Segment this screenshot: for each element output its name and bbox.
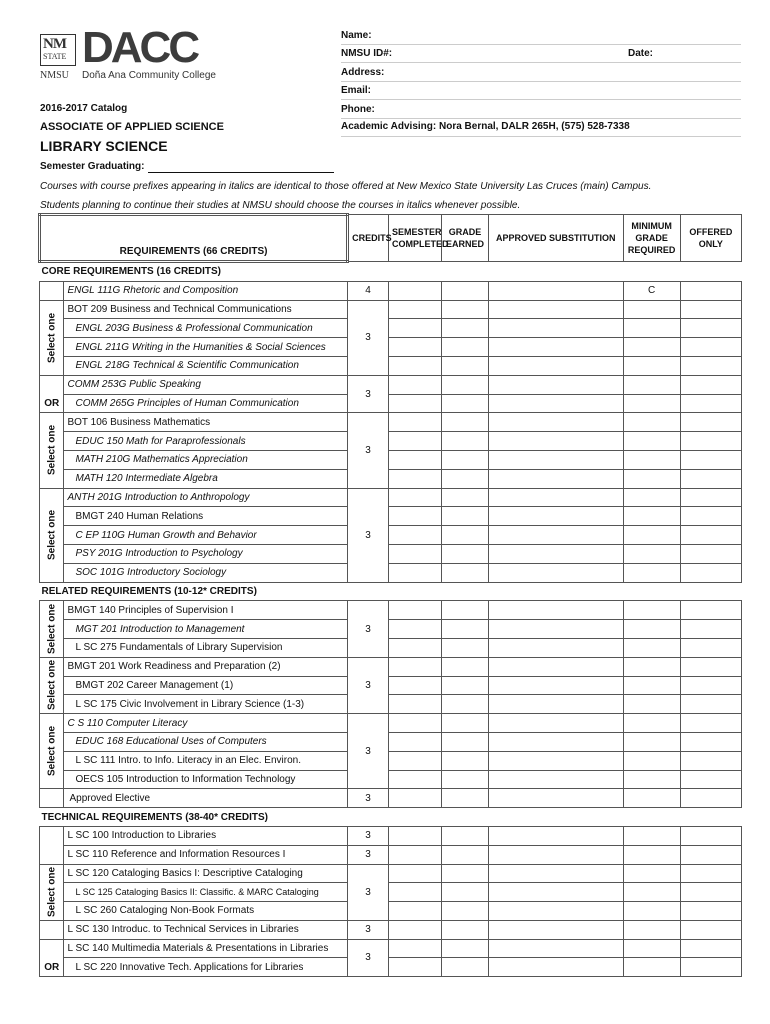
course-lsc110: L SC 110 Reference and Information Resources I [64, 845, 348, 864]
course-engl218: ENGL 218G Technical & Scientific Communication [75, 360, 299, 372]
course-lsc140: L SC 140 Multimedia Materials & Presentations in Libraries [64, 939, 348, 958]
select-one-label: Select one [40, 488, 64, 582]
select-one-label: Select one [40, 714, 64, 789]
substitution-cell[interactable] [488, 281, 623, 300]
credits-cell: 3 [348, 826, 389, 845]
substitution-cell[interactable] [488, 300, 623, 319]
course-comm265: COMM 265G Principles of Human Communication [75, 397, 299, 409]
degree-title: ASSOCIATE OF APPLIED SCIENCE [40, 121, 224, 133]
logo-dacc-text: DACC [82, 23, 198, 72]
or-label: OR [40, 394, 64, 413]
course-mgt201: MGT 201 Introduction to Management [75, 623, 245, 635]
table-row [40, 469, 742, 488]
credits-cell: 3 [348, 300, 389, 375]
minimum-grade-header: MINIMUM GRADE REQUIRED [623, 215, 680, 262]
nm-state-logo [40, 34, 76, 66]
divider [341, 99, 741, 100]
min-grade-cell: C [623, 281, 680, 300]
semester-cell[interactable] [388, 281, 441, 300]
course-bmgt140: BMGT 140 Principles of Supervision I [64, 601, 348, 620]
divider [341, 81, 741, 82]
course-lsc175: L SC 175 Civic Involvement in Library Science (1-3) [75, 698, 305, 710]
divider [341, 136, 741, 137]
table-row [40, 789, 742, 808]
name-field: Name: [341, 30, 372, 41]
table-row [40, 563, 742, 582]
approved-elective: Approved Elective [69, 792, 151, 804]
course-soc101: SOC 101G Introductory Sociology [75, 567, 227, 579]
section-header [40, 808, 742, 827]
course-math210: MATH 210G Mathematics Appreciation [75, 454, 248, 466]
table-row [40, 958, 742, 977]
divider [341, 118, 741, 119]
course-lsc220: L SC 220 Innovative Tech. Applications for Libraries [75, 961, 304, 973]
course-lsc120: L SC 120 Cataloging Basics I: Descriptive Cataloging [64, 864, 348, 883]
requirements-table [38, 213, 742, 977]
table-row [40, 300, 742, 319]
table-row [40, 826, 742, 845]
semester-graduating-line [148, 172, 334, 173]
logo-college-name: Doña Ana Community College [82, 70, 216, 81]
table-row [40, 902, 742, 921]
table-row [40, 338, 742, 357]
semester-cell[interactable] [388, 300, 441, 319]
divider [341, 62, 741, 63]
italics-advice: Students planning to continue their studies at NMSU should choose the courses in italics whenever possible. [40, 200, 521, 211]
course-lsc100: L SC 100 Introduction to Libraries [64, 826, 348, 845]
semester-graduating-label: Semester Graduating: [40, 161, 145, 172]
table-row [40, 281, 742, 300]
table-row [40, 657, 742, 676]
section-header [40, 582, 742, 601]
phone-field: Phone: [341, 104, 375, 115]
min-grade-cell [623, 300, 680, 319]
catalog-year: 2016-2017 Catalog [40, 103, 128, 114]
technical-requirements-title: TECHNICAL REQUIREMENTS (38-40* CREDITS) [40, 808, 742, 827]
course-lsc125: L SC 125 Cataloging Basics II: Classific. & MARC Cataloging [75, 887, 319, 898]
table-row [40, 450, 742, 469]
italics-note: Courses with course prefixes appearing in italics are identical to those offered at New Mexico State University Las Cruces (main) Campus. [40, 181, 652, 192]
select-one-label: Select one [40, 657, 64, 713]
credits-cell: 3 [348, 920, 389, 939]
or-label: OR [40, 958, 64, 977]
date-field: Date: [628, 48, 654, 59]
table-row [40, 601, 742, 620]
select-one-label: Select one [40, 864, 64, 920]
course-math120: MATH 120 Intermediate Algebra [75, 473, 218, 485]
table-row [40, 620, 742, 639]
credits-header: CREDITS [348, 215, 389, 262]
logo-state-text: STATE [43, 52, 67, 61]
course-lsc275: L SC 275 Fundamentals of Library Supervision [75, 642, 283, 654]
table-row [40, 544, 742, 563]
table-row [40, 676, 742, 695]
program-title: LIBRARY SCIENCE [40, 138, 168, 154]
course-lsc111: L SC 111 Intro. to Info. Literacy in an Elec. Environ. [75, 755, 301, 767]
table-row [40, 526, 742, 545]
course-lsc260: L SC 260 Cataloging Non-Book Formats [75, 905, 255, 917]
table-row [40, 845, 742, 864]
logo-nmsu-text: NMSU [40, 70, 69, 81]
semester-completed-header: SEMESTER COMPLETED [388, 215, 441, 262]
credits-cell: 3 [348, 413, 389, 488]
grade-earned-header: GRADE EARNED [442, 215, 489, 262]
requirements-header: REQUIREMENTS (66 CREDITS) [40, 215, 348, 262]
course-lsc130: L SC 130 Introduc. to Technical Services in Libraries [64, 920, 348, 939]
table-row [40, 751, 742, 770]
credits-cell: 3 [348, 601, 389, 657]
table-row [40, 939, 742, 958]
offered-only-header: OFFERED ONLY [680, 215, 741, 262]
grade-cell[interactable] [442, 300, 489, 319]
credits-cell: 4 [348, 281, 389, 300]
offered-cell [680, 281, 741, 300]
core-requirements-title: CORE REQUIREMENTS (16 CREDITS) [40, 262, 742, 282]
course-educ168: EDUC 168 Educational Uses of Computers [75, 736, 267, 748]
table-row [40, 770, 742, 789]
credits-cell: 3 [348, 488, 389, 582]
nmsu-id-field: NMSU ID#: [341, 48, 393, 59]
course-oecs105: OECS 105 Introduction to Information Technology [75, 773, 296, 785]
section-header [40, 262, 742, 282]
address-field: Address: [341, 67, 385, 78]
divider [341, 44, 741, 45]
course-anth201: ANTH 201G Introduction to Anthropology [64, 488, 348, 507]
table-header [40, 215, 742, 262]
grade-cell[interactable] [442, 281, 489, 300]
table-row [40, 432, 742, 451]
academic-advising: Academic Advising: Nora Bernal, DALR 265H, (575) 528-7338 [341, 121, 630, 132]
table-row [40, 920, 742, 939]
table-row [40, 638, 742, 657]
table-row [40, 883, 742, 902]
related-requirements-title: RELATED REQUIREMENTS (10-12* CREDITS) [40, 582, 742, 601]
dacc-logo [40, 23, 220, 88]
credits-cell: 3 [348, 864, 389, 920]
credits-cell: 3 [348, 845, 389, 864]
select-one-label: Select one [40, 413, 64, 488]
table-row [40, 507, 742, 526]
offered-cell [680, 300, 741, 319]
course-bot209: BOT 209 Business and Technical Communications [64, 300, 348, 319]
table-row [40, 375, 742, 394]
credits-cell: 3 [348, 714, 389, 789]
table-row [40, 695, 742, 714]
table-row [40, 864, 742, 883]
approved-substitution-header: APPROVED SUBSTITUTION [488, 215, 623, 262]
course-bmgt202: BMGT 202 Career Management (1) [75, 679, 234, 691]
email-field: Email: [341, 85, 372, 96]
course-bmgt201: BMGT 201 Work Readiness and Preparation (2) [64, 657, 348, 676]
credits-cell: 3 [348, 657, 389, 713]
course-cep110: C EP 110G Human Growth and Behavior [75, 529, 257, 541]
credits-cell: 3 [348, 939, 389, 977]
course-comm253: COMM 253G Public Speaking [64, 375, 348, 394]
logo-nm-text: NM [43, 36, 66, 52]
course-engl211: ENGL 211G Writing in the Humanities & Social Sciences [75, 341, 326, 353]
course-educ150: EDUC 150 Math for Paraprofessionals [75, 435, 246, 447]
credits-cell: 3 [348, 375, 389, 413]
table-row [40, 714, 742, 733]
table-row [40, 413, 742, 432]
table-row [40, 319, 742, 338]
table-row [40, 488, 742, 507]
table-row [40, 394, 742, 413]
course-psy201: PSY 201G Introduction to Psychology [75, 548, 243, 560]
course-bot106: BOT 106 Business Mathematics [64, 413, 348, 432]
table-row [40, 356, 742, 375]
select-one-label: Select one [40, 300, 64, 375]
course-cs110: C S 110 Computer Literacy [64, 714, 348, 733]
course-bmgt240: BMGT 240 Human Relations [75, 510, 204, 522]
select-one-label: Select one [40, 601, 64, 657]
table-row [40, 732, 742, 751]
course-engl111: ENGL 111G Rhetoric and Composition [64, 281, 348, 300]
course-engl203: ENGL 203G Business & Professional Communication [75, 322, 313, 334]
credits-cell: 3 [348, 789, 389, 808]
